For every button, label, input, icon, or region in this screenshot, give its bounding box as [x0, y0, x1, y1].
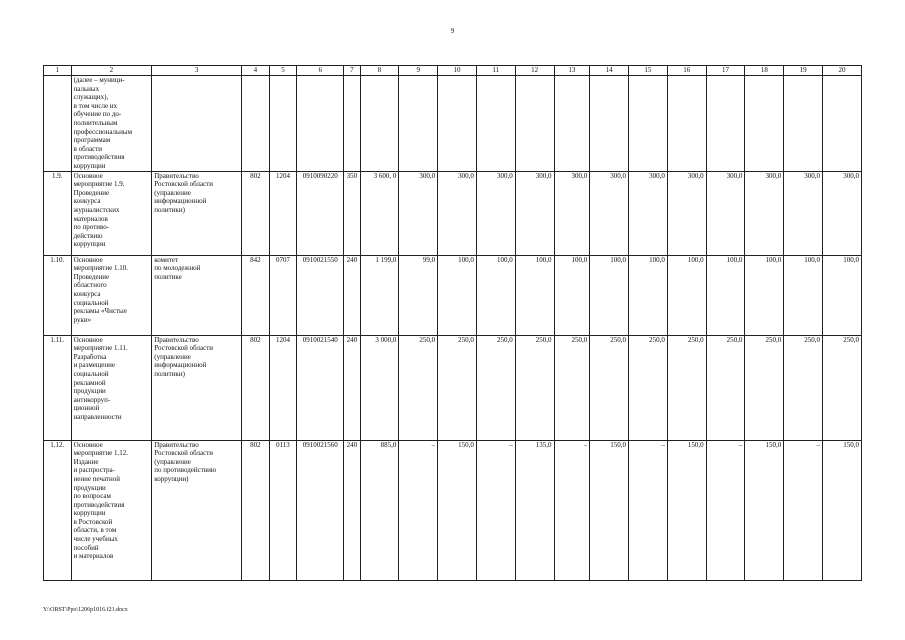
row-number: 1.10.: [44, 255, 72, 335]
grbs-code: [242, 76, 270, 172]
column-header: 8: [360, 66, 399, 76]
row-number: 1.11.: [44, 335, 72, 440]
column-header: 6: [297, 66, 344, 76]
year-amount-col-14: 250,0: [590, 335, 629, 440]
column-header: 1: [44, 66, 72, 76]
total-amount: [360, 76, 399, 172]
year-amount-col-16: [667, 76, 706, 172]
column-header: 7: [344, 66, 360, 76]
year-amount-col-11: 250,0: [476, 335, 515, 440]
year-amount-col-20: 300,0: [823, 171, 862, 255]
year-amount-col-13: 300,0: [554, 171, 590, 255]
year-amount-col-11: 100,0: [476, 255, 515, 335]
total-amount: 3 000,0: [360, 335, 399, 440]
year-amount-col-17: –: [706, 440, 745, 580]
year-amount-col-17: 250,0: [706, 335, 745, 440]
year-amount-col-10: 100,0: [438, 255, 477, 335]
budget-table: [43, 65, 862, 581]
executor: Правительство Ростовской области (управление информационной политики): [152, 335, 242, 440]
table-row: [44, 335, 862, 440]
vr-code: 240: [344, 335, 360, 440]
rzpr-code: [269, 76, 297, 172]
executor: [152, 76, 242, 172]
header-row: [44, 66, 862, 76]
table-row: [44, 440, 862, 580]
year-amount-col-9: [399, 76, 438, 172]
rzpr-code: 0113: [269, 440, 297, 580]
column-header: 15: [629, 66, 668, 76]
year-amount-col-13: 100,0: [554, 255, 590, 335]
column-header: 17: [706, 66, 745, 76]
measure-name: Основное мероприятие 1.9. Проведение конкурса журналистских материалов по противо- действию коррупции: [71, 171, 152, 255]
csr-code: 0910090220: [297, 171, 344, 255]
rzpr-code: 1204: [269, 335, 297, 440]
year-amount-col-20: 100,0: [823, 255, 862, 335]
column-header: 11: [476, 66, 515, 76]
table-row: [44, 255, 862, 335]
column-header: 14: [590, 66, 629, 76]
year-amount-col-19: [784, 76, 823, 172]
column-header: 20: [823, 66, 862, 76]
year-amount-col-14: 150,0: [590, 440, 629, 580]
year-amount-col-10: 300,0: [438, 171, 477, 255]
year-amount-col-16: 250,0: [667, 335, 706, 440]
column-header: 3: [152, 66, 242, 76]
executor: комитет по молодежной политике: [152, 255, 242, 335]
file-path-footer: Y:\ORST\Ppo\1206p1016.f21.docx: [43, 607, 128, 613]
executor: Правительство Ростовской области (управление информационной политики): [152, 171, 242, 255]
year-amount-col-16: 100,0: [667, 255, 706, 335]
grbs-code: 842: [242, 255, 270, 335]
year-amount-col-12: [515, 76, 554, 172]
row-number: 1.12.: [44, 440, 72, 580]
total-amount: 885,0: [360, 440, 399, 580]
year-amount-col-11: 300,0: [476, 171, 515, 255]
vr-code: 240: [344, 440, 360, 580]
column-header: 2: [71, 66, 152, 76]
measure-name: (далее – муници- пальных служащих), в том числе их обучение по до- полнительным профессиональным программам в области противодействия коррупции: [71, 76, 152, 172]
year-amount-col-15: –: [629, 440, 668, 580]
csr-code: 0910021550: [297, 255, 344, 335]
year-amount-col-17: 100,0: [706, 255, 745, 335]
year-amount-col-11: –: [476, 440, 515, 580]
year-amount-col-18: [745, 76, 784, 172]
year-amount-col-20: [823, 76, 862, 172]
row-number: [44, 76, 72, 172]
year-amount-col-15: [629, 76, 668, 172]
year-amount-col-19: 100,0: [784, 255, 823, 335]
year-amount-col-17: 300,0: [706, 171, 745, 255]
year-amount-col-9: –: [399, 440, 438, 580]
year-amount-col-10: [438, 76, 477, 172]
year-amount-col-10: 250,0: [438, 335, 477, 440]
year-amount-col-14: 100,0: [590, 255, 629, 335]
year-amount-col-12: 300,0: [515, 171, 554, 255]
year-amount-col-14: [590, 76, 629, 172]
year-amount-col-19: –: [784, 440, 823, 580]
year-amount-col-9: 300,0: [399, 171, 438, 255]
column-header: 12: [515, 66, 554, 76]
vr-code: 240: [344, 255, 360, 335]
year-amount-col-9: 250,0: [399, 335, 438, 440]
vr-code: 350: [344, 171, 360, 255]
column-header: 4: [242, 66, 270, 76]
column-header: 9: [399, 66, 438, 76]
year-amount-col-13: 250,0: [554, 335, 590, 440]
executor: Правительство Ростовской области (управление по противодействию коррупции): [152, 440, 242, 580]
rzpr-code: 1204: [269, 171, 297, 255]
year-amount-col-16: 150,0: [667, 440, 706, 580]
vr-code: [344, 76, 360, 172]
year-amount-col-12: 135,0: [515, 440, 554, 580]
table-row: [44, 76, 862, 172]
grbs-code: 802: [242, 335, 270, 440]
grbs-code: 802: [242, 171, 270, 255]
year-amount-col-13: –: [554, 440, 590, 580]
year-amount-col-19: 300,0: [784, 171, 823, 255]
year-amount-col-13: [554, 76, 590, 172]
year-amount-col-15: 300,0: [629, 171, 668, 255]
measure-name: Основное мероприятие 1.10. Проведение областного конкурса социальной рекламы «Чистые руки»: [71, 255, 152, 335]
year-amount-col-16: 300,0: [667, 171, 706, 255]
csr-code: 0910021540: [297, 335, 344, 440]
year-amount-col-18: 250,0: [745, 335, 784, 440]
row-number: 1.9.: [44, 171, 72, 255]
year-amount-col-11: [476, 76, 515, 172]
column-header: 19: [784, 66, 823, 76]
year-amount-col-14: 300,0: [590, 171, 629, 255]
year-amount-col-15: 100,0: [629, 255, 668, 335]
total-amount: 3 600, 0: [360, 171, 399, 255]
column-header: 5: [269, 66, 297, 76]
year-amount-col-18: 150,0: [745, 440, 784, 580]
year-amount-col-15: 250,0: [629, 335, 668, 440]
year-amount-col-20: 250,0: [823, 335, 862, 440]
rzpr-code: 0707: [269, 255, 297, 335]
column-header: 16: [667, 66, 706, 76]
year-amount-col-19: 250,0: [784, 335, 823, 440]
grbs-code: 802: [242, 440, 270, 580]
column-header: 18: [745, 66, 784, 76]
year-amount-col-12: 250,0: [515, 335, 554, 440]
csr-code: [297, 76, 344, 172]
measure-name: Основное мероприятие 1.12. Издание и распростра- нение печатной продукции по вопросам противодействия коррупции в Ростовской области, в том числе учебных пособий и материалов: [71, 440, 152, 580]
year-amount-col-10: 150,0: [438, 440, 477, 580]
csr-code: 0910021560: [297, 440, 344, 580]
year-amount-col-18: 100,0: [745, 255, 784, 335]
year-amount-col-17: [706, 76, 745, 172]
total-amount: 1 199,0: [360, 255, 399, 335]
measure-name: Основное мероприятие 1.11. Разработка и размещение социальной рекламной продукции антикорруп- ционной направленности: [71, 335, 152, 440]
page-number: 9: [450, 27, 455, 35]
year-amount-col-9: 99,0: [399, 255, 438, 335]
column-header: 10: [438, 66, 477, 76]
year-amount-col-12: 100,0: [515, 255, 554, 335]
table-row: [44, 171, 862, 255]
year-amount-col-20: 150,0: [823, 440, 862, 580]
year-amount-col-18: 300,0: [745, 171, 784, 255]
column-header: 13: [554, 66, 590, 76]
